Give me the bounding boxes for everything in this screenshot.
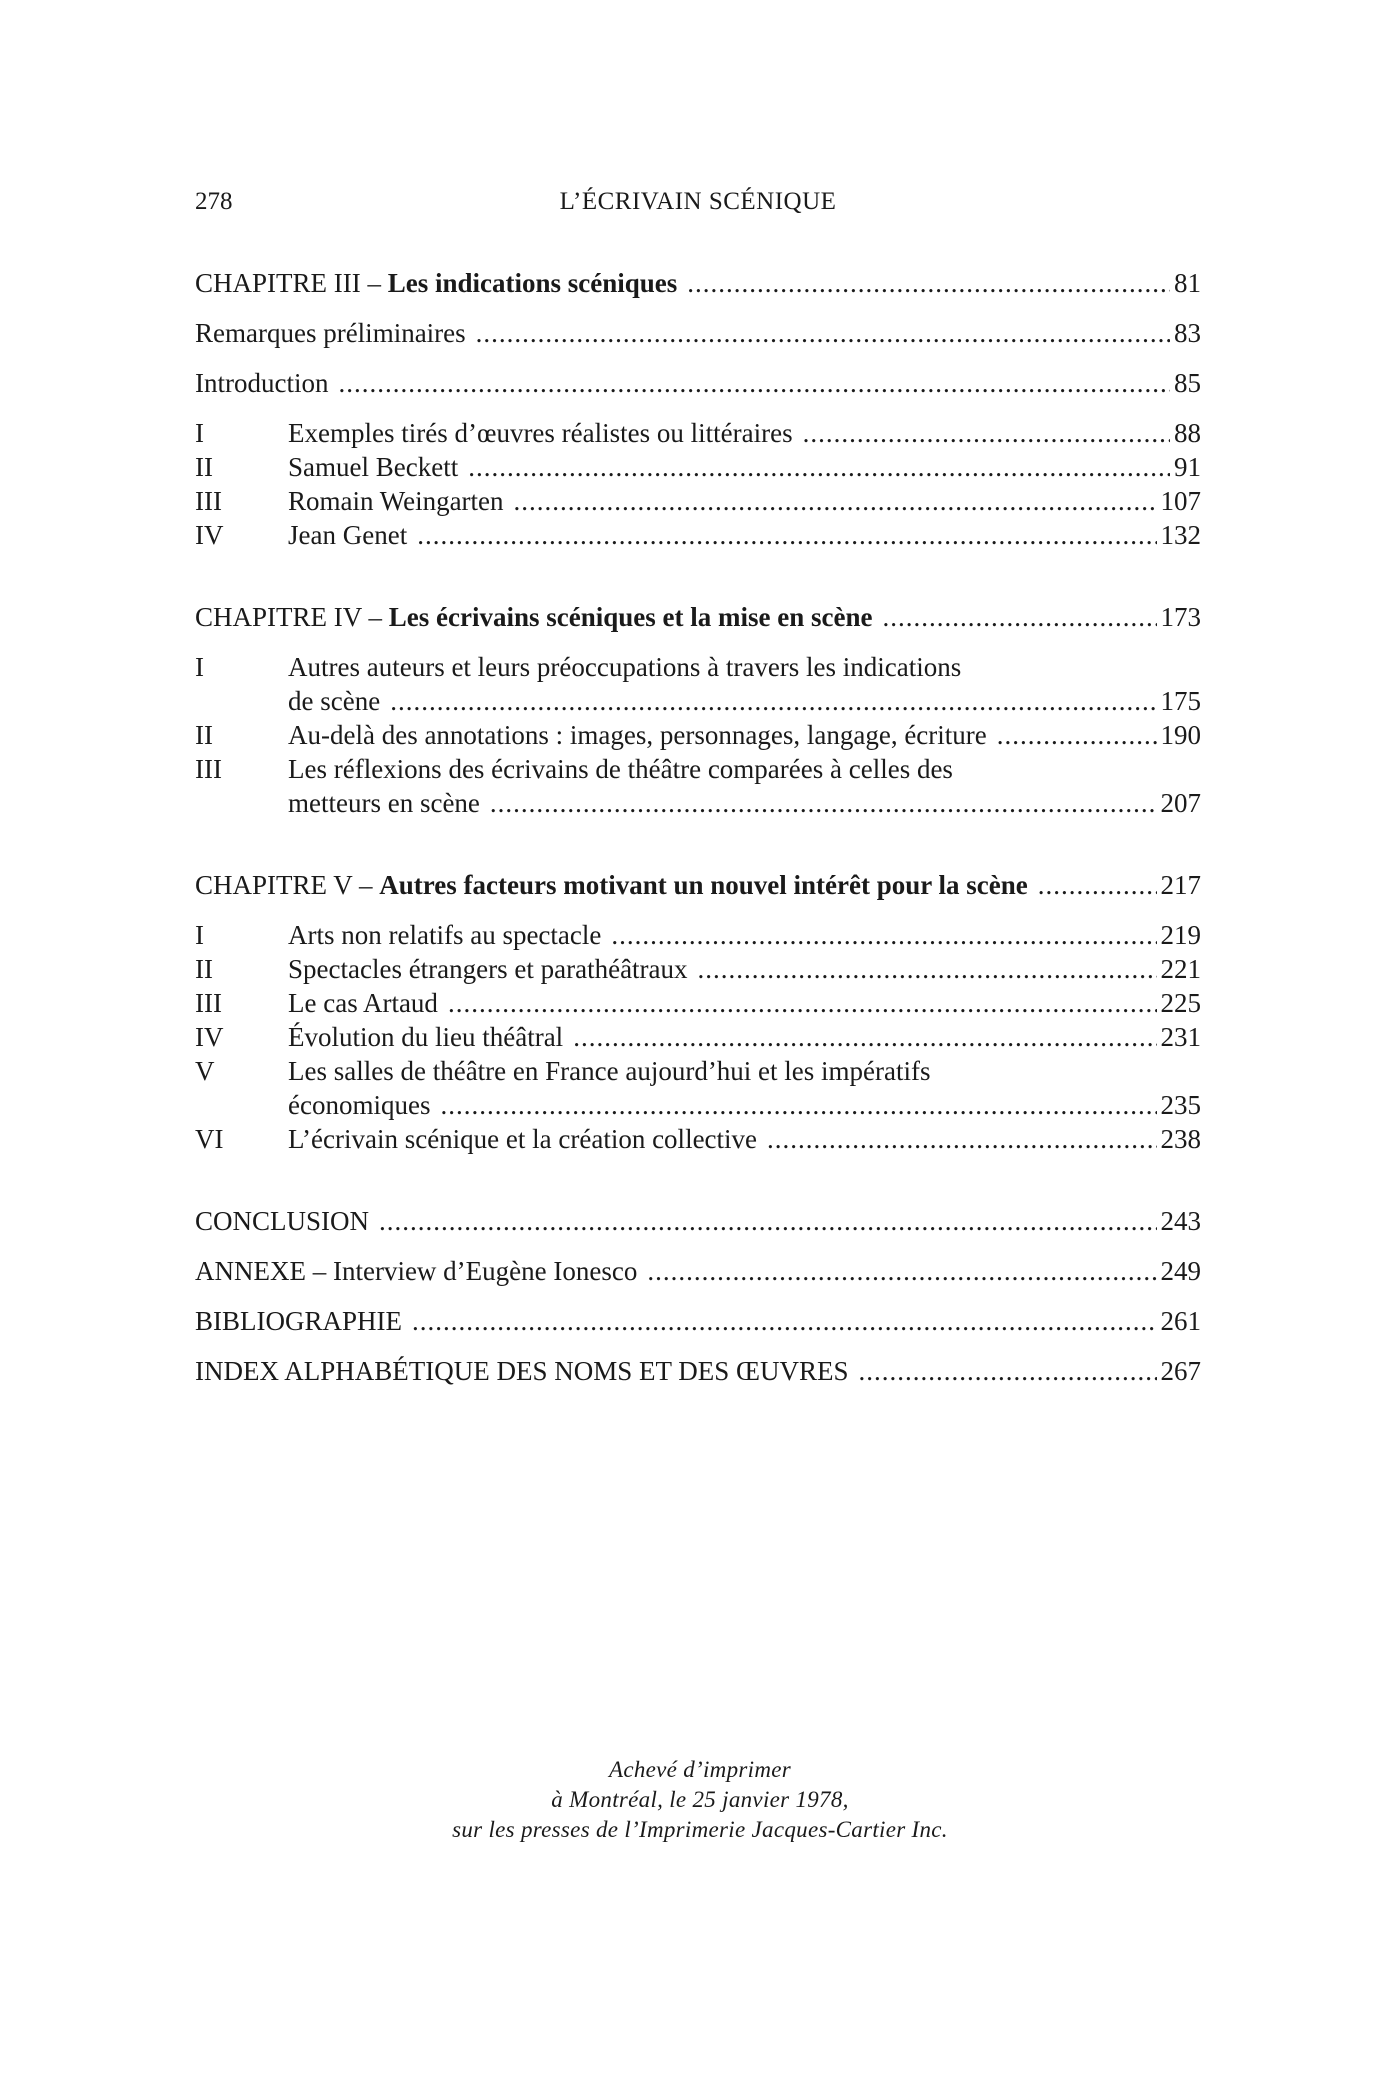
- entry-page: 221: [1160, 954, 1201, 984]
- toc-entry[interactable]: [195, 1020, 1201, 1054]
- toc-entry[interactable]: [195, 416, 1201, 450]
- section-number: II: [195, 954, 213, 984]
- entry-label: Spectacles étrangers et parathéâtraux: [288, 954, 688, 984]
- entry-label: Remarques préliminaires: [195, 318, 466, 348]
- dot-leader: [882, 600, 1156, 634]
- dot-leader: [1038, 868, 1157, 902]
- section-number: VI: [195, 1124, 224, 1154]
- entry-page: 249: [1160, 1256, 1201, 1286]
- entry-page: 175: [1160, 686, 1201, 716]
- entry-page: 107: [1160, 486, 1201, 516]
- dot-leader: [448, 986, 1157, 1020]
- entry-label-line1: Autres auteurs et leurs préoccupations à travers les indications: [288, 652, 962, 682]
- section-number: I: [195, 920, 204, 950]
- entry-page: 91: [1174, 452, 1201, 482]
- dot-leader: [514, 484, 1157, 518]
- toc-entry-introduction[interactable]: [195, 366, 1201, 400]
- entry-label: Introduction: [195, 368, 329, 398]
- dot-leader: [412, 1304, 1157, 1338]
- toc-entry-conclusion[interactable]: [195, 1204, 1201, 1238]
- chapter-3-title-row[interactable]: [195, 266, 1201, 300]
- entry-page: 231: [1160, 1022, 1201, 1052]
- chapter-4-page: 173: [1160, 602, 1201, 632]
- section-number: I: [195, 652, 204, 682]
- toc-entry[interactable]: [195, 1122, 1201, 1156]
- chapter-3-prefix: CHAPITRE III –: [195, 268, 388, 298]
- chapter-3: [195, 266, 1201, 552]
- section-number: III: [195, 486, 222, 516]
- dot-leader: [803, 416, 1170, 450]
- toc-entry[interactable]: [195, 918, 1201, 952]
- section-number: II: [195, 720, 213, 750]
- entry-label: INDEX ALPHABÉTIQUE DES NOMS ET DES ŒUVRES: [195, 1356, 849, 1386]
- entry-label: BIBLIOGRAPHIE: [195, 1306, 402, 1336]
- backmatter: [195, 1204, 1201, 1388]
- section-number: III: [195, 754, 222, 784]
- section-number: IV: [195, 1022, 224, 1052]
- entry-label-line2: metteurs en scène: [288, 788, 480, 818]
- colophon-line-3: sur les presses de l’Imprimerie Jacques-Cartier Inc.: [452, 1817, 948, 1842]
- toc-entry[interactable]: [195, 450, 1201, 484]
- chapter-3-title: [195, 266, 677, 300]
- toc-entry-bibliographie[interactable]: [195, 1304, 1201, 1338]
- chapter-4-title: [195, 600, 872, 634]
- dot-leader: [647, 1254, 1156, 1288]
- entry-label: Arts non relatifs au spectacle: [288, 920, 602, 950]
- dot-leader: [698, 952, 1157, 986]
- table-of-contents: [195, 266, 1201, 1388]
- dot-leader: [611, 918, 1156, 952]
- toc-entry[interactable]: [195, 484, 1201, 518]
- entry-label-line1: Les salles de théâtre en France aujourd’hui et les impératifs: [288, 1056, 931, 1086]
- entry-page: 261: [1160, 1306, 1201, 1336]
- entry-label: Évolution du lieu théâtral: [288, 1022, 564, 1052]
- entry-page: 225: [1160, 988, 1201, 1018]
- book-title: L’ÉCRIVAIN SCÉNIQUE: [559, 188, 837, 215]
- section-number: I: [195, 418, 204, 448]
- colophon-line-1: Achevé d’imprimer: [608, 1757, 791, 1782]
- toc-entry-second-line[interactable]: [195, 1088, 1201, 1122]
- section-number: V: [195, 1056, 215, 1086]
- chapter-5: [195, 868, 1201, 1156]
- entry-page: 207: [1160, 788, 1201, 818]
- dot-leader: [573, 1020, 1156, 1054]
- chapter-3-page: 81: [1174, 268, 1201, 298]
- toc-entry[interactable]: [195, 952, 1201, 986]
- entry-label-line2: économiques: [288, 1090, 431, 1120]
- dot-leader: [490, 786, 1157, 820]
- entry-page: 132: [1160, 520, 1201, 550]
- chapter-4: [195, 600, 1201, 820]
- entry-page: 238: [1160, 1124, 1201, 1154]
- dot-leader: [379, 1204, 1156, 1238]
- chapter-3-title-bold: Les indications scéniques: [387, 268, 678, 298]
- entry-label-line2: de scène: [288, 686, 381, 716]
- chapter-5-title: [195, 868, 1028, 902]
- entry-page: 243: [1160, 1206, 1201, 1236]
- entry-page: 85: [1174, 368, 1201, 398]
- toc-entry-annexe[interactable]: [195, 1254, 1201, 1288]
- toc-entry-second-line[interactable]: [195, 786, 1201, 820]
- toc-entry-remarques[interactable]: [195, 316, 1201, 350]
- colophon-line-2: à Montréal, le 25 janvier 1978,: [551, 1787, 849, 1812]
- dot-leader: [859, 1354, 1157, 1388]
- dot-leader: [440, 1088, 1156, 1122]
- dot-leader: [687, 266, 1170, 300]
- dot-leader: [468, 450, 1170, 484]
- toc-entry-second-line[interactable]: [195, 684, 1201, 718]
- entry-label: Exemples tirés d’œuvres réalistes ou littéraires: [288, 418, 793, 448]
- entry-label: Au-delà des annotations : images, personnages, langage, écriture: [288, 720, 987, 750]
- chapter-4-title-row[interactable]: [195, 600, 1201, 634]
- dot-leader: [997, 718, 1157, 752]
- entry-label: CONCLUSION: [195, 1206, 370, 1236]
- toc-entry-first-line[interactable]: [195, 650, 1201, 684]
- toc-entry[interactable]: [195, 718, 1201, 752]
- toc-entry-index[interactable]: [195, 1354, 1201, 1388]
- running-head: [195, 188, 1201, 224]
- dot-leader: [767, 1122, 1156, 1156]
- dot-leader: [390, 684, 1156, 718]
- chapter-5-prefix: CHAPITRE V –: [195, 870, 380, 900]
- chapter-5-title-row[interactable]: [195, 868, 1201, 902]
- toc-entry[interactable]: [195, 986, 1201, 1020]
- entry-page: 88: [1174, 418, 1201, 448]
- chapter-5-title-bold: Autres facteurs motivant un nouvel intérêt pour la scène: [379, 870, 1028, 900]
- chapter-4-title-bold: Les écrivains scéniques et la mise en scène: [388, 602, 873, 632]
- entry-label: ANNEXE – Interview d’Eugène Ionesco: [195, 1256, 638, 1286]
- entry-label: Romain Weingarten: [288, 486, 504, 516]
- entry-label: Samuel Beckett: [288, 452, 459, 482]
- dot-leader: [476, 316, 1170, 350]
- entry-label: Jean Genet: [288, 520, 408, 550]
- entry-page: 219: [1160, 920, 1201, 950]
- section-number: IV: [195, 520, 224, 550]
- chapter-5-page: 217: [1160, 870, 1201, 900]
- entry-label: Le cas Artaud: [288, 988, 438, 1018]
- page-number: 278: [195, 188, 233, 215]
- dot-leader: [338, 366, 1170, 400]
- entry-label: L’écrivain scénique et la création collective: [288, 1124, 758, 1154]
- entry-page: 235: [1160, 1090, 1201, 1120]
- colophon: [0, 1755, 1400, 1845]
- entry-page: 83: [1174, 318, 1201, 348]
- section-number: III: [195, 988, 222, 1018]
- entry-label-line1: Les réflexions des écrivains de théâtre comparées à celles des: [288, 754, 953, 784]
- entry-page: 267: [1160, 1356, 1201, 1386]
- entry-page: 190: [1160, 720, 1201, 750]
- toc-entry[interactable]: [195, 518, 1201, 552]
- section-number: II: [195, 452, 213, 482]
- toc-entry-first-line[interactable]: [195, 1054, 1201, 1088]
- chapter-4-prefix: CHAPITRE IV –: [195, 602, 389, 632]
- toc-entry-first-line[interactable]: [195, 752, 1201, 786]
- dot-leader: [417, 518, 1156, 552]
